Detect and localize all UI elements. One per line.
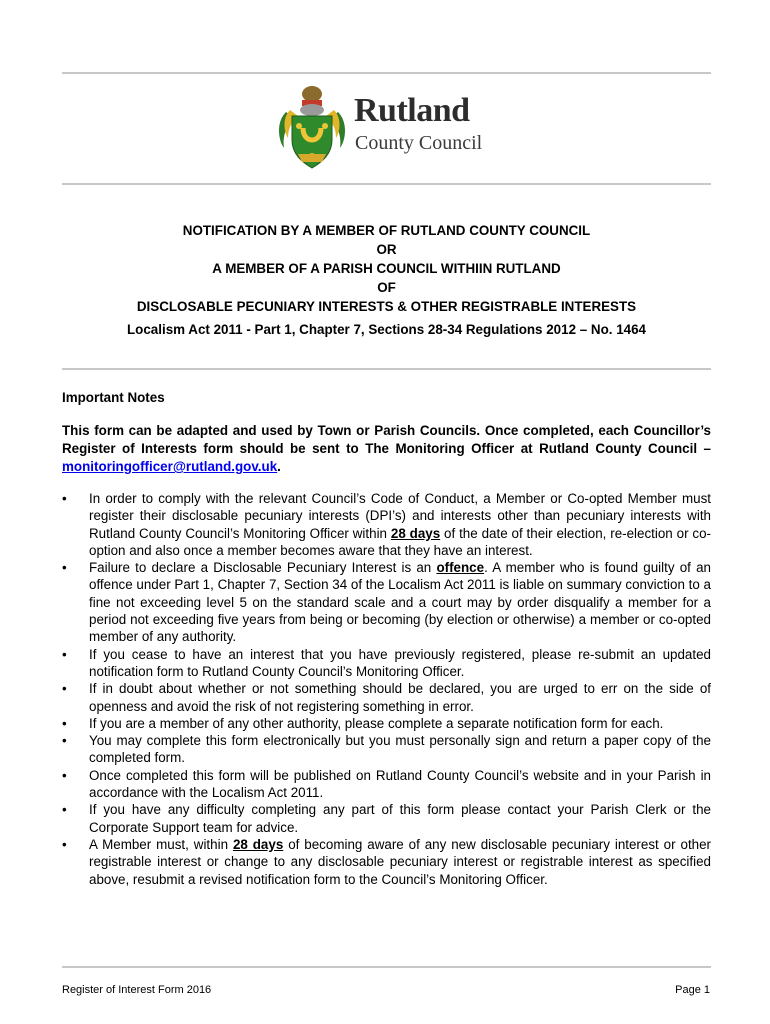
note-text: of becoming aware of any new disclosable pecuniary interest or other registrable interest or change to any disclosable pecuniary interest or registrable interest as specified above, resubmit a revised notification form to the Council’s Monitoring Officer. xyxy=(89,836,712,887)
top-divider xyxy=(62,72,711,74)
council-logo xyxy=(276,82,506,172)
note-item xyxy=(62,490,711,559)
title-line: A MEMBER OF A PARISH COUNCIL WITHIIN RUTLAND xyxy=(212,261,561,276)
notes-list xyxy=(62,490,711,888)
crest-icon xyxy=(276,82,348,172)
notes-intro xyxy=(62,422,711,476)
bullet-icon: • xyxy=(62,733,67,749)
note-text: If in doubt about whether or not something should be declared, you are urged to err on the side of openness and avoid the risk of not registering something in error. xyxy=(89,681,711,714)
note-item xyxy=(62,767,711,802)
note-emphasis: 28 days xyxy=(232,836,284,852)
footer-divider xyxy=(62,966,711,968)
note-text: You may complete this form electronically but you must personally sign and return a paper copy of the completed form. xyxy=(89,733,711,766)
note-text: In order to comply with the relevant Council’s Code of Conduct, a Member or Co-opted Member must register their disclosable pecuniary interests (DPI’s) and interests other than pecuniary interests with Rutland County Council’s Monitoring Officer within xyxy=(89,491,711,541)
bullet-icon: • xyxy=(62,802,67,818)
intro-end: . xyxy=(277,459,281,474)
note-emphasis: 28 days xyxy=(390,525,441,541)
logo-wordmark: Rutland xyxy=(354,92,470,129)
footer-form-name: Register of Interest Form 2016 xyxy=(62,984,212,996)
bullet-icon: • xyxy=(62,560,67,576)
note-item xyxy=(62,836,711,888)
title-line: OR xyxy=(376,242,397,257)
note-item xyxy=(62,801,711,836)
title-line: DISCLOSABLE PECUNIARY INTERESTS & OTHER REGISTRABLE INTERESTS xyxy=(136,299,637,314)
note-text: A Member must, within xyxy=(89,836,233,852)
note-item xyxy=(62,680,711,715)
logo-divider xyxy=(62,183,711,185)
form-title xyxy=(62,221,711,316)
note-text: Failure to declare a Disclosable Pecuniary Interest is an xyxy=(89,560,437,576)
note-text: If you have any difficulty completing any part of this form please contact your Parish Clerk or the Corporate Support team for advice. xyxy=(89,802,711,835)
footer-page-number: Page 1 xyxy=(675,984,710,996)
title-line: NOTIFICATION BY A MEMBER OF RUTLAND COUNTY COUNCIL xyxy=(182,223,591,238)
bullet-icon: • xyxy=(62,767,67,783)
legislation-reference: Localism Act 2011 - Part 1, Chapter 7, Sections 28-34 Regulations 2012 – No. 1464 xyxy=(127,322,646,337)
note-emphasis: offence xyxy=(436,560,485,576)
note-item xyxy=(62,715,711,732)
notes-heading: Important Notes xyxy=(62,390,165,405)
note-item xyxy=(62,646,711,681)
note-text: Once completed this form will be published on Rutland County Council’s website and in your Parish in accordance with the Localism Act 2011. xyxy=(89,767,711,801)
bullet-icon: • xyxy=(62,715,67,731)
note-text: of the date of their election, re-election or co-option and also once a member becomes aware that they have an interest. xyxy=(89,525,712,558)
logo-subtitle: County Council xyxy=(355,132,483,154)
title-line: OF xyxy=(377,280,396,295)
note-text: If you are a member of any other authority, please complete a separate notification form for each. xyxy=(89,715,664,731)
bullet-icon: • xyxy=(62,681,67,697)
note-text: . A member who is found guilty of an offence under Part 1, Chapter 7, Section 34 of the Localism Act 2011 is liable on summary conviction to a fine not exceeding level 5 on the standard scale and a court may by order disqualify a member for a period not exceeding five years from being or becoming (by election or otherwise) a member or co-opted member of any authority. xyxy=(89,560,711,645)
note-text: If you cease to have an interest that you have previously registered, please re-submit an updated notification form to Rutland County Council’s Monitoring Officer. xyxy=(89,646,711,679)
bullet-icon: • xyxy=(62,646,67,662)
monitoring-officer-email-link[interactable]: monitoringofficer@rutland.gov.uk xyxy=(62,459,278,474)
bullet-icon: • xyxy=(62,836,67,852)
intro-text: This form can be adapted and used by Town or Parish Councils. Once completed, each Councillor’s Register of Interests form should be sent to The Monitoring Officer at Rutland County Council – xyxy=(62,423,711,456)
bullet-icon: • xyxy=(62,491,67,506)
note-item xyxy=(62,559,711,645)
note-item xyxy=(62,732,711,767)
title-divider xyxy=(62,368,711,370)
